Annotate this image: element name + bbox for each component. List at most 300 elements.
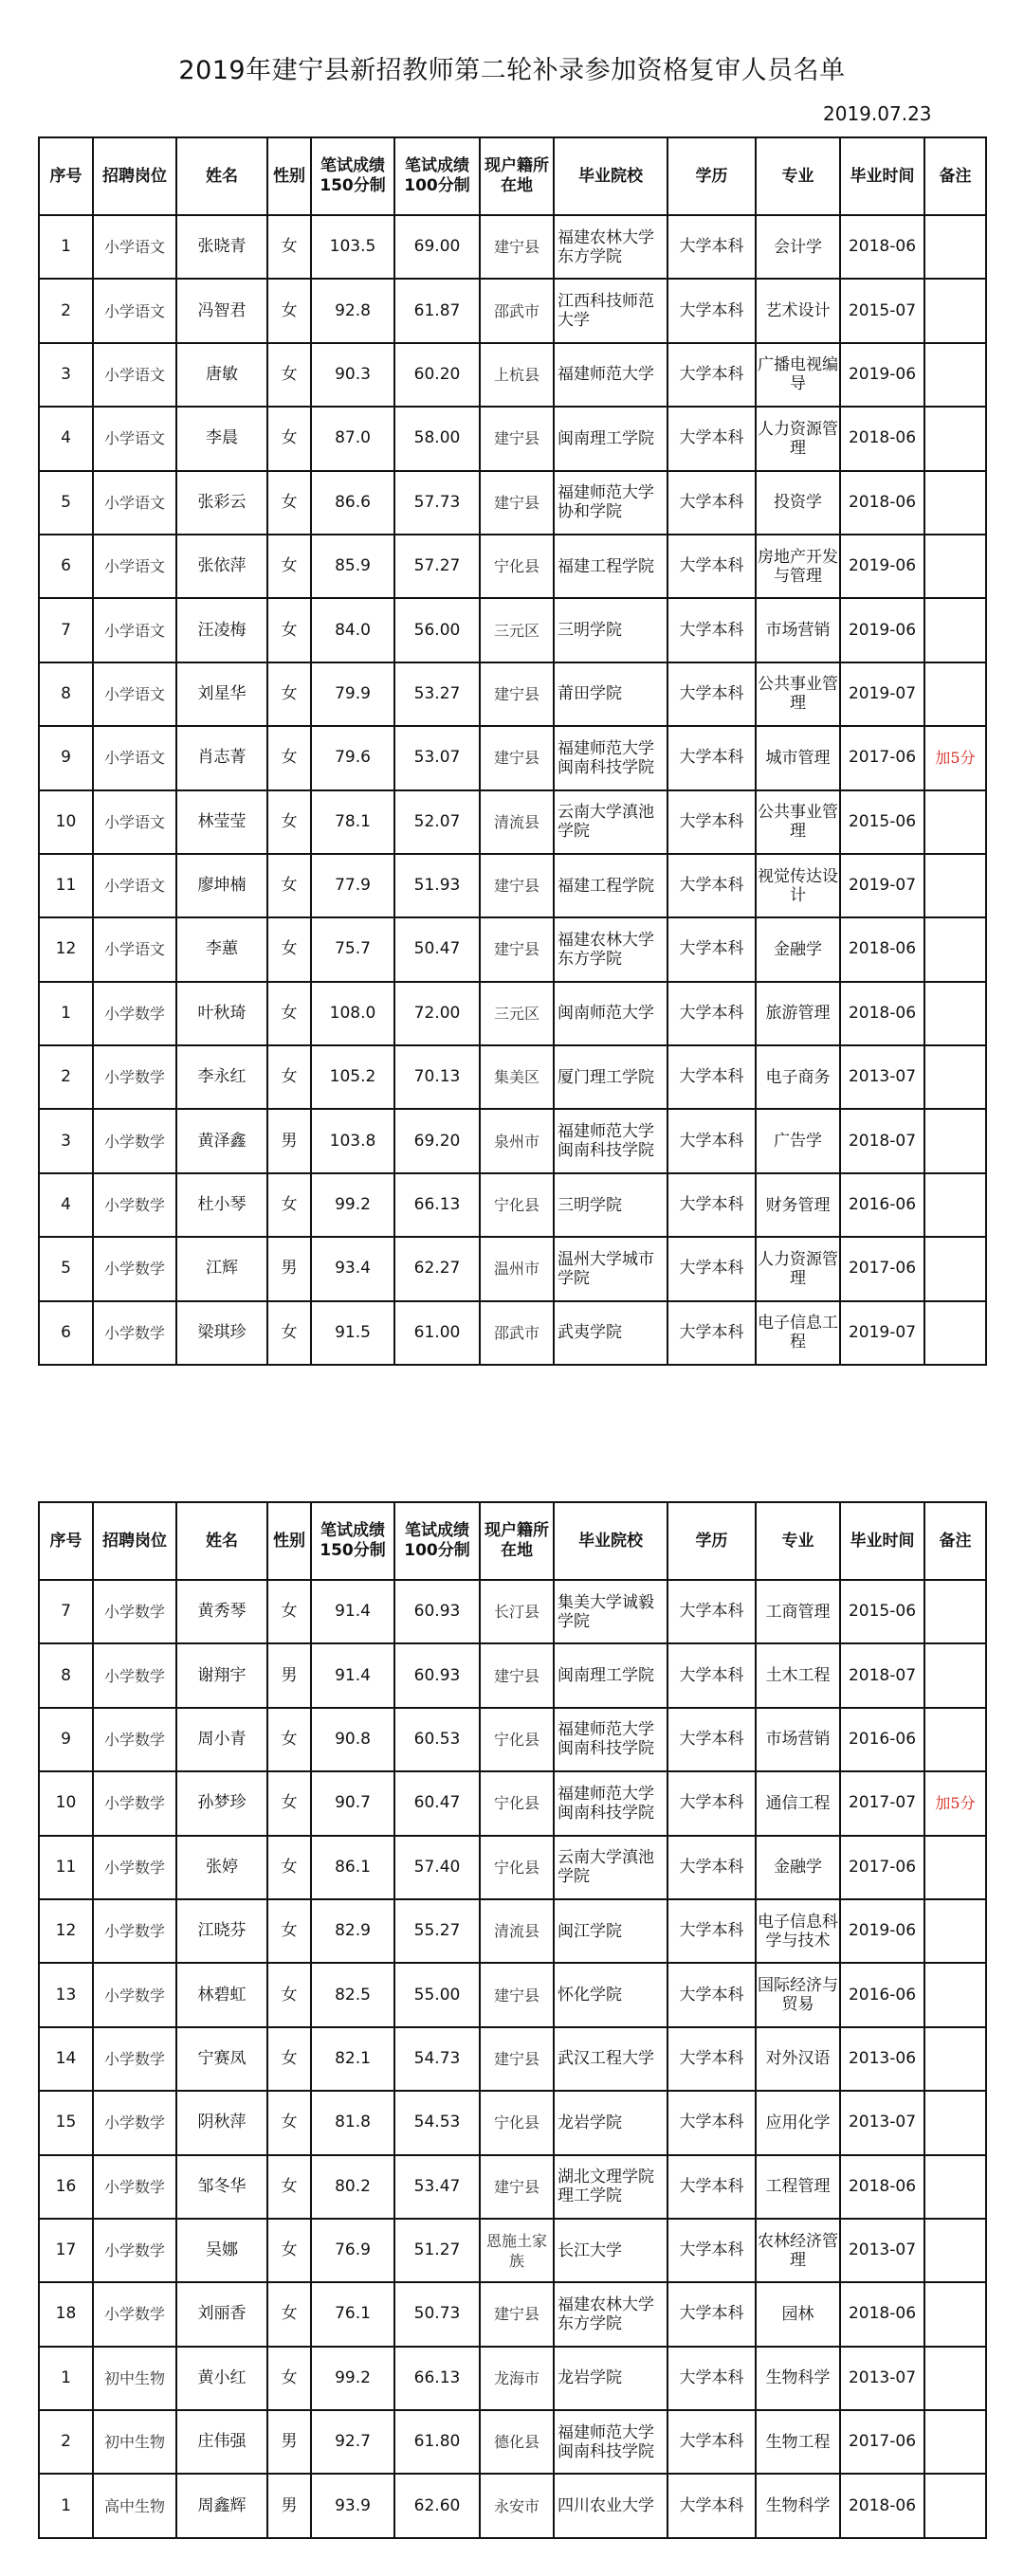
header-school: 毕业院校	[554, 1502, 667, 1580]
cell-score100: 62.27	[394, 1237, 480, 1300]
cell-hometown: 长汀县	[480, 1580, 554, 1643]
cell-school: 福建农林大学东方学院	[554, 215, 667, 279]
cell-degree: 大学本科	[667, 1899, 756, 1963]
cell-major: 通信工程	[756, 1771, 840, 1835]
cell-gender: 男	[267, 1643, 311, 1707]
cell-score100: 57.27	[394, 535, 480, 598]
header-name: 姓名	[176, 137, 267, 215]
cell-degree: 大学本科	[667, 1045, 756, 1109]
cell-hometown: 建宁县	[480, 2155, 554, 2219]
cell-school: 闽江学院	[554, 1899, 667, 1963]
cell-school: 闽南师范大学	[554, 982, 667, 1045]
cell-note	[924, 1109, 986, 1172]
cell-note	[924, 1963, 986, 2026]
cell-note	[924, 1301, 986, 1365]
cell-hometown: 宁化县	[480, 1836, 554, 1899]
cell-degree: 大学本科	[667, 1301, 756, 1365]
cell-degree: 大学本科	[667, 982, 756, 1045]
cell-school: 江西科技师范大学	[554, 279, 667, 342]
cell-grad: 2015-06	[840, 790, 924, 854]
cell-gender: 男	[267, 1237, 311, 1300]
cell-school: 福建农林大学东方学院	[554, 2282, 667, 2346]
header-grad-date: 毕业时间	[840, 1502, 924, 1580]
cell-gender: 女	[267, 854, 311, 917]
cell-note: 加5分	[924, 1771, 986, 1835]
table-row	[39, 1963, 986, 2026]
header-school: 毕业院校	[554, 137, 667, 215]
table-row	[39, 2155, 986, 2219]
cell-gender: 男	[267, 1109, 311, 1172]
cell-hometown: 建宁县	[480, 726, 554, 789]
cell-major: 城市管理	[756, 726, 840, 789]
cell-degree: 大学本科	[667, 2155, 756, 2219]
cell-name: 江晓芬	[176, 1899, 267, 1963]
cell-major: 农林经济管理	[756, 2219, 840, 2282]
cell-score100: 58.00	[394, 407, 480, 470]
cell-score150: 78.1	[311, 790, 394, 854]
cell-score150: 82.9	[311, 1899, 394, 1963]
cell-post: 小学数学	[93, 2219, 176, 2282]
cell-school: 长江大学	[554, 2219, 667, 2282]
cell-score100: 54.73	[394, 2027, 480, 2091]
cell-score150: 105.2	[311, 1045, 394, 1109]
cell-note	[924, 2347, 986, 2410]
table-row	[39, 1708, 986, 1771]
cell-score100: 50.47	[394, 917, 480, 981]
cell-grad: 2019-06	[840, 1899, 924, 1963]
cell-major: 电子商务	[756, 1045, 840, 1109]
cell-name: 肖志菁	[176, 726, 267, 789]
cell-post: 小学语文	[93, 917, 176, 981]
cell-score150: 80.2	[311, 2155, 394, 2219]
cell-score100: 60.93	[394, 1580, 480, 1643]
cell-grad: 2016-06	[840, 1708, 924, 1771]
cell-hometown: 建宁县	[480, 917, 554, 981]
cell-grad: 2015-07	[840, 279, 924, 342]
cell-major: 金融学	[756, 917, 840, 981]
cell-hometown: 三元区	[480, 982, 554, 1045]
cell-note: 加5分	[924, 726, 986, 789]
table-row	[39, 1173, 986, 1237]
cell-hometown: 宁化县	[480, 1708, 554, 1771]
table-row	[39, 917, 986, 981]
cell-hometown: 温州市	[480, 1237, 554, 1300]
cell-score150: 82.5	[311, 1963, 394, 2026]
table-row	[39, 2091, 986, 2154]
cell-name: 林碧虹	[176, 1963, 267, 2026]
cell-name: 李蕙	[176, 917, 267, 981]
cell-hometown: 泉州市	[480, 1109, 554, 1172]
table-row	[39, 1771, 986, 1835]
table-row	[39, 279, 986, 342]
cell-score100: 51.27	[394, 2219, 480, 2282]
cell-note	[924, 1237, 986, 1300]
cell-post: 高中生物	[93, 2474, 176, 2537]
cell-degree: 大学本科	[667, 1771, 756, 1835]
cell-degree: 大学本科	[667, 2219, 756, 2282]
cell-degree: 大学本科	[667, 2091, 756, 2154]
cell-note	[924, 535, 986, 598]
cell-no: 1	[39, 982, 93, 1045]
cell-name: 刘星华	[176, 662, 267, 726]
table-row	[39, 2474, 986, 2537]
cell-hometown: 集美区	[480, 1045, 554, 1109]
cell-gender: 女	[267, 279, 311, 342]
cell-gender: 女	[267, 2219, 311, 2282]
cell-name: 李晨	[176, 407, 267, 470]
header-gender: 性别	[267, 1502, 311, 1580]
cell-note	[924, 1708, 986, 1771]
cell-score150: 81.8	[311, 2091, 394, 2154]
cell-no: 1	[39, 2474, 93, 2537]
cell-score100: 57.40	[394, 1836, 480, 1899]
cell-note	[924, 2219, 986, 2282]
cell-major: 对外汉语	[756, 2027, 840, 2091]
cell-gender: 女	[267, 407, 311, 470]
cell-grad: 2019-06	[840, 598, 924, 662]
cell-grad: 2018-06	[840, 2155, 924, 2219]
cell-grad: 2018-06	[840, 982, 924, 1045]
candidate-table-page-1	[38, 136, 987, 1366]
table-row	[39, 2027, 986, 2091]
cell-name: 刘丽香	[176, 2282, 267, 2346]
cell-name: 吴娜	[176, 2219, 267, 2282]
cell-note	[924, 2155, 986, 2219]
cell-name: 孙梦珍	[176, 1771, 267, 1835]
cell-gender: 男	[267, 2474, 311, 2537]
cell-school: 福建师范大学闽南科技学院	[554, 1708, 667, 1771]
cell-note	[924, 662, 986, 726]
cell-degree: 大学本科	[667, 1708, 756, 1771]
cell-hometown: 建宁县	[480, 215, 554, 279]
cell-degree: 大学本科	[667, 1109, 756, 1172]
cell-major: 投资学	[756, 471, 840, 535]
cell-no: 6	[39, 1301, 93, 1365]
cell-hometown: 建宁县	[480, 1643, 554, 1707]
cell-no: 11	[39, 1836, 93, 1899]
cell-score150: 75.7	[311, 917, 394, 981]
cell-note	[924, 854, 986, 917]
cell-major: 生物科学	[756, 2347, 840, 2410]
cell-school: 四川农业大学	[554, 2474, 667, 2537]
header-major: 专业	[756, 137, 840, 215]
cell-major: 人力资源管理	[756, 1237, 840, 1300]
cell-major: 会计学	[756, 215, 840, 279]
cell-degree: 大学本科	[667, 917, 756, 981]
cell-score150: 99.2	[311, 1173, 394, 1237]
cell-score150: 85.9	[311, 535, 394, 598]
cell-school: 三明学院	[554, 598, 667, 662]
candidate-table-page-2	[38, 1501, 987, 2539]
cell-post: 小学语文	[93, 343, 176, 407]
cell-note	[924, 917, 986, 981]
cell-score100: 60.20	[394, 343, 480, 407]
header-score-150: 笔试成绩150分制	[311, 1502, 394, 1580]
cell-hometown: 宁化县	[480, 1771, 554, 1835]
cell-major: 人力资源管理	[756, 407, 840, 470]
cell-gender: 女	[267, 1771, 311, 1835]
cell-score150: 77.9	[311, 854, 394, 917]
cell-grad: 2013-07	[840, 2347, 924, 2410]
cell-gender: 女	[267, 2091, 311, 2154]
cell-note	[924, 1580, 986, 1643]
cell-score100: 52.07	[394, 790, 480, 854]
table-row	[39, 1237, 986, 1300]
cell-grad: 2013-07	[840, 1045, 924, 1109]
cell-degree: 大学本科	[667, 471, 756, 535]
cell-degree: 大学本科	[667, 343, 756, 407]
cell-hometown: 建宁县	[480, 662, 554, 726]
cell-no: 12	[39, 1899, 93, 1963]
cell-school: 福建工程学院	[554, 854, 667, 917]
cell-gender: 女	[267, 471, 311, 535]
table-row	[39, 2410, 986, 2474]
cell-score150: 93.4	[311, 1237, 394, 1300]
cell-no: 10	[39, 790, 93, 854]
cell-post: 小学语文	[93, 407, 176, 470]
cell-score100: 66.13	[394, 2347, 480, 2410]
cell-grad: 2018-06	[840, 917, 924, 981]
cell-score150: 93.9	[311, 2474, 394, 2537]
cell-hometown: 德化县	[480, 2410, 554, 2474]
cell-no: 13	[39, 1963, 93, 2026]
cell-degree: 大学本科	[667, 1643, 756, 1707]
cell-score150: 76.9	[311, 2219, 394, 2282]
cell-score150: 79.6	[311, 726, 394, 789]
cell-post: 小学语文	[93, 598, 176, 662]
cell-degree: 大学本科	[667, 279, 756, 342]
cell-degree: 大学本科	[667, 215, 756, 279]
table-row	[39, 471, 986, 535]
cell-grad: 2019-07	[840, 1301, 924, 1365]
cell-gender: 女	[267, 1045, 311, 1109]
cell-grad: 2018-06	[840, 215, 924, 279]
cell-major: 金融学	[756, 1836, 840, 1899]
cell-grad: 2019-06	[840, 535, 924, 598]
table-row	[39, 790, 986, 854]
cell-school: 福建师范大学闽南科技学院	[554, 1771, 667, 1835]
header-score-100: 笔试成绩100分制	[394, 1502, 480, 1580]
cell-no: 8	[39, 662, 93, 726]
header-no: 序号	[39, 1502, 93, 1580]
cell-no: 15	[39, 2091, 93, 2154]
cell-gender: 女	[267, 343, 311, 407]
cell-gender: 女	[267, 1963, 311, 2026]
cell-name: 邹冬华	[176, 2155, 267, 2219]
cell-school: 龙岩学院	[554, 2347, 667, 2410]
cell-note	[924, 2474, 986, 2537]
cell-name: 庄伟强	[176, 2410, 267, 2474]
document-page-2	[0, 1448, 1024, 2576]
cell-hometown: 建宁县	[480, 407, 554, 470]
table-header-row	[39, 137, 986, 215]
table-row	[39, 598, 986, 662]
cell-note	[924, 598, 986, 662]
cell-gender: 女	[267, 726, 311, 789]
cell-grad: 2018-06	[840, 471, 924, 535]
header-grad-date: 毕业时间	[840, 137, 924, 215]
cell-score150: 92.8	[311, 279, 394, 342]
cell-no: 4	[39, 407, 93, 470]
cell-grad: 2018-07	[840, 1109, 924, 1172]
cell-name: 黄泽鑫	[176, 1109, 267, 1172]
table-row	[39, 2219, 986, 2282]
cell-degree: 大学本科	[667, 790, 756, 854]
cell-school: 福建师范大学闽南科技学院	[554, 1109, 667, 1172]
cell-score150: 86.1	[311, 1836, 394, 1899]
cell-score150: 82.1	[311, 2027, 394, 2091]
table-row	[39, 1301, 986, 1365]
cell-score100: 61.80	[394, 2410, 480, 2474]
cell-gender: 女	[267, 2282, 311, 2346]
cell-gender: 女	[267, 982, 311, 1045]
cell-no: 8	[39, 1643, 93, 1707]
cell-degree: 大学本科	[667, 598, 756, 662]
cell-gender: 女	[267, 1580, 311, 1643]
cell-name: 黄秀琴	[176, 1580, 267, 1643]
cell-grad: 2019-07	[840, 854, 924, 917]
table-row	[39, 535, 986, 598]
table-row	[39, 1643, 986, 1707]
cell-major: 市场营销	[756, 598, 840, 662]
cell-score150: 91.4	[311, 1643, 394, 1707]
cell-major: 工程管理	[756, 2155, 840, 2219]
cell-grad: 2018-06	[840, 2282, 924, 2346]
cell-no: 9	[39, 726, 93, 789]
cell-no: 6	[39, 535, 93, 598]
cell-grad: 2016-06	[840, 1963, 924, 2026]
cell-score150: 76.1	[311, 2282, 394, 2346]
cell-score100: 56.00	[394, 598, 480, 662]
cell-school: 集美大学诚毅学院	[554, 1580, 667, 1643]
cell-name: 张晓青	[176, 215, 267, 279]
cell-major: 生物工程	[756, 2410, 840, 2474]
cell-school: 福建工程学院	[554, 535, 667, 598]
cell-major: 生物科学	[756, 2474, 840, 2537]
header-note: 备注	[924, 1502, 986, 1580]
cell-school: 厦门理工学院	[554, 1045, 667, 1109]
cell-major: 广告学	[756, 1109, 840, 1172]
cell-score100: 66.13	[394, 1173, 480, 1237]
cell-name: 冯智君	[176, 279, 267, 342]
cell-post: 小学数学	[93, 2027, 176, 2091]
table-row	[39, 662, 986, 726]
cell-score100: 60.93	[394, 1643, 480, 1707]
cell-post: 小学数学	[93, 1643, 176, 1707]
cell-grad: 2017-06	[840, 2410, 924, 2474]
cell-hometown: 清流县	[480, 1899, 554, 1963]
cell-major: 艺术设计	[756, 279, 840, 342]
cell-grad: 2013-06	[840, 2027, 924, 2091]
cell-grad: 2015-06	[840, 1580, 924, 1643]
cell-gender: 女	[267, 1173, 311, 1237]
cell-school: 云南大学滇池学院	[554, 790, 667, 854]
header-no: 序号	[39, 137, 93, 215]
cell-major: 土木工程	[756, 1643, 840, 1707]
cell-school: 福建师范大学闽南科技学院	[554, 726, 667, 789]
cell-grad: 2018-06	[840, 2474, 924, 2537]
header-note: 备注	[924, 137, 986, 215]
table-row	[39, 1045, 986, 1109]
cell-post: 小学数学	[93, 1708, 176, 1771]
cell-name: 周鑫辉	[176, 2474, 267, 2537]
cell-school: 三明学院	[554, 1173, 667, 1237]
cell-no: 4	[39, 1173, 93, 1237]
header-name: 姓名	[176, 1502, 267, 1580]
cell-no: 2	[39, 2410, 93, 2474]
table-row	[39, 726, 986, 789]
cell-score100: 61.87	[394, 279, 480, 342]
cell-post: 初中生物	[93, 2347, 176, 2410]
cell-degree: 大学本科	[667, 1836, 756, 1899]
table-header-row	[39, 1502, 986, 1580]
cell-gender: 男	[267, 2410, 311, 2474]
cell-degree: 大学本科	[667, 1580, 756, 1643]
cell-school: 莆田学院	[554, 662, 667, 726]
cell-no: 5	[39, 471, 93, 535]
cell-no: 1	[39, 2347, 93, 2410]
cell-score150: 79.9	[311, 662, 394, 726]
header-post: 招聘岗位	[93, 137, 176, 215]
cell-name: 唐敏	[176, 343, 267, 407]
document-date: 2019.07.23	[823, 102, 932, 125]
cell-score100: 69.20	[394, 1109, 480, 1172]
cell-no: 7	[39, 598, 93, 662]
cell-degree: 大学本科	[667, 662, 756, 726]
cell-major: 电子信息科学与技术	[756, 1899, 840, 1963]
table-row	[39, 343, 986, 407]
cell-name: 谢翔宇	[176, 1643, 267, 1707]
cell-post: 小学数学	[93, 1580, 176, 1643]
cell-post: 小学数学	[93, 1771, 176, 1835]
cell-major: 园林	[756, 2282, 840, 2346]
cell-name: 叶秋琦	[176, 982, 267, 1045]
cell-school: 温州大学城市学院	[554, 1237, 667, 1300]
cell-note	[924, 2410, 986, 2474]
cell-score100: 55.27	[394, 1899, 480, 1963]
cell-school: 武汉工程大学	[554, 2027, 667, 2091]
cell-post: 小学语文	[93, 790, 176, 854]
cell-score100: 60.53	[394, 1708, 480, 1771]
cell-gender: 女	[267, 2155, 311, 2219]
table-row	[39, 2347, 986, 2410]
cell-gender: 女	[267, 2347, 311, 2410]
cell-hometown: 建宁县	[480, 854, 554, 917]
cell-hometown: 建宁县	[480, 471, 554, 535]
cell-note	[924, 2027, 986, 2091]
cell-hometown: 宁化县	[480, 2091, 554, 2154]
cell-post: 小学数学	[93, 2155, 176, 2219]
table-row	[39, 1899, 986, 1963]
cell-hometown: 龙海市	[480, 2347, 554, 2410]
cell-name: 梁琪珍	[176, 1301, 267, 1365]
cell-note	[924, 2091, 986, 2154]
cell-school: 云南大学滇池学院	[554, 1836, 667, 1899]
cell-grad: 2017-06	[840, 1237, 924, 1300]
cell-no: 7	[39, 1580, 93, 1643]
cell-gender: 女	[267, 2027, 311, 2091]
cell-no: 1	[39, 215, 93, 279]
cell-major: 房地产开发与管理	[756, 535, 840, 598]
cell-gender: 女	[267, 215, 311, 279]
cell-school: 福建师范大学闽南科技学院	[554, 2410, 667, 2474]
cell-post: 小学数学	[93, 1963, 176, 2026]
cell-name: 江辉	[176, 1237, 267, 1300]
cell-major: 公共事业管理	[756, 662, 840, 726]
cell-post: 小学数学	[93, 1045, 176, 1109]
cell-score150: 91.5	[311, 1301, 394, 1365]
cell-hometown: 永安市	[480, 2474, 554, 2537]
